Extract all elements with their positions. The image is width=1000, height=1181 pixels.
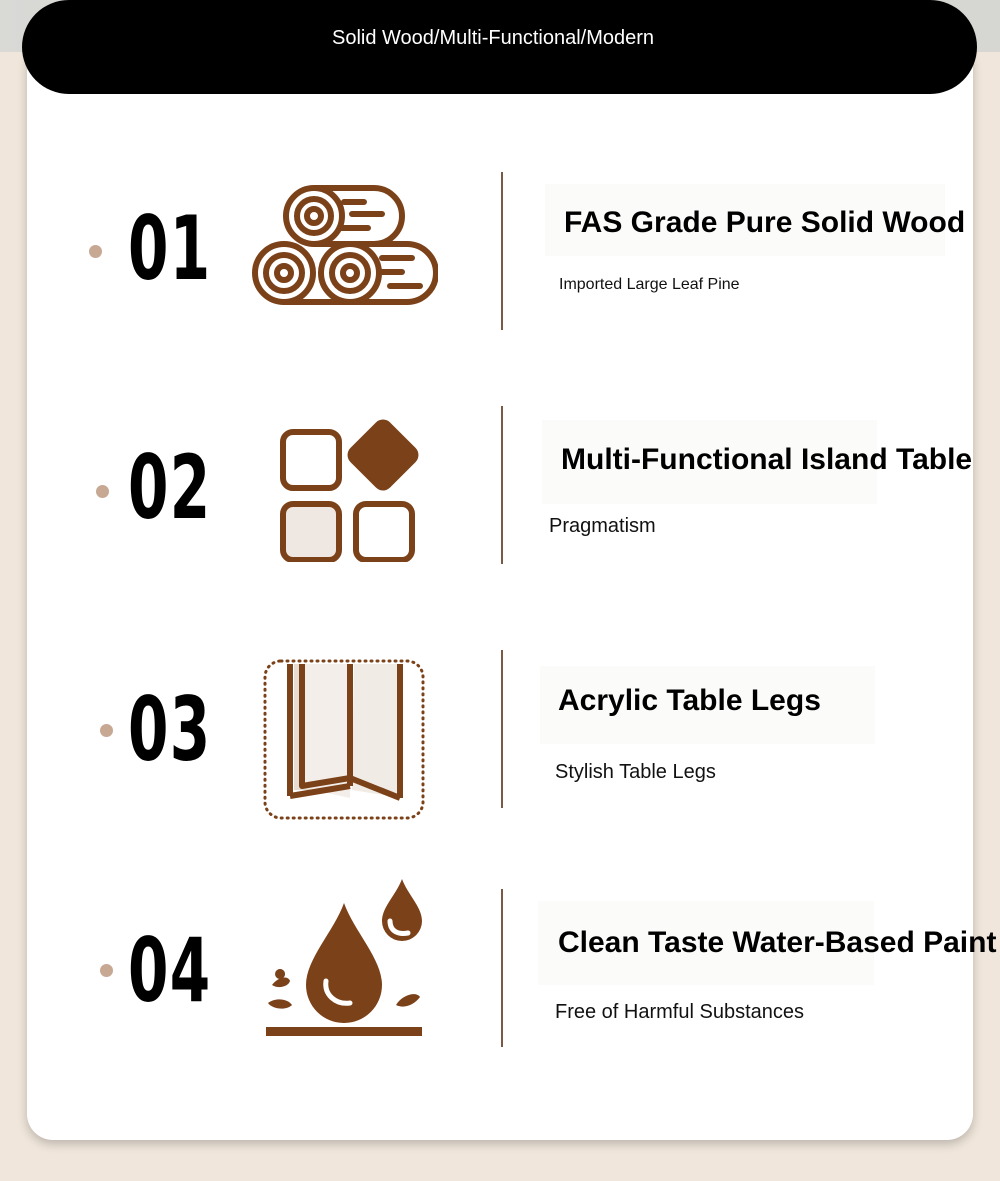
- feature-subtitle: Imported Large Leaf Pine: [559, 276, 740, 293]
- feature-title: FAS Grade Pure Solid Wood: [564, 206, 966, 239]
- feature-number: 02: [128, 436, 212, 539]
- feature-row-3: [0, 650, 1000, 810]
- feature-number: 01: [128, 197, 212, 300]
- header-title: Solid Wood/Multi-Functional/Modern: [332, 27, 655, 49]
- bullet-dot: [89, 245, 102, 258]
- feature-subtitle: Free of Harmful Substances: [555, 1001, 804, 1023]
- feature-row-2: [0, 406, 1000, 566]
- row-divider: [501, 406, 503, 564]
- feature-row-4: [0, 889, 1000, 1049]
- row-divider: [501, 889, 503, 1047]
- feature-subtitle: Stylish Table Legs: [555, 761, 716, 783]
- feature-number: 03: [128, 678, 212, 781]
- bullet-dot: [96, 485, 109, 498]
- water-drop-icon: [262, 877, 428, 1044]
- acrylic-panel-icon: [262, 658, 428, 827]
- bullet-dot: [100, 724, 113, 737]
- wood-logs-icon: [252, 182, 438, 312]
- bullet-dot: [100, 964, 113, 977]
- row-divider: [501, 172, 503, 330]
- feature-title: Multi-Functional Island Table: [561, 443, 973, 476]
- feature-subtitle: Pragmatism: [549, 515, 656, 537]
- row-divider: [501, 650, 503, 808]
- feature-title: Acrylic Table Legs: [558, 684, 821, 717]
- feature-row-1: [0, 172, 1000, 332]
- feature-title: Clean Taste Water-Based Paint: [558, 926, 997, 959]
- modules-grid-icon: [278, 414, 426, 567]
- feature-number: 04: [128, 919, 212, 1022]
- header-banner: [22, 0, 977, 94]
